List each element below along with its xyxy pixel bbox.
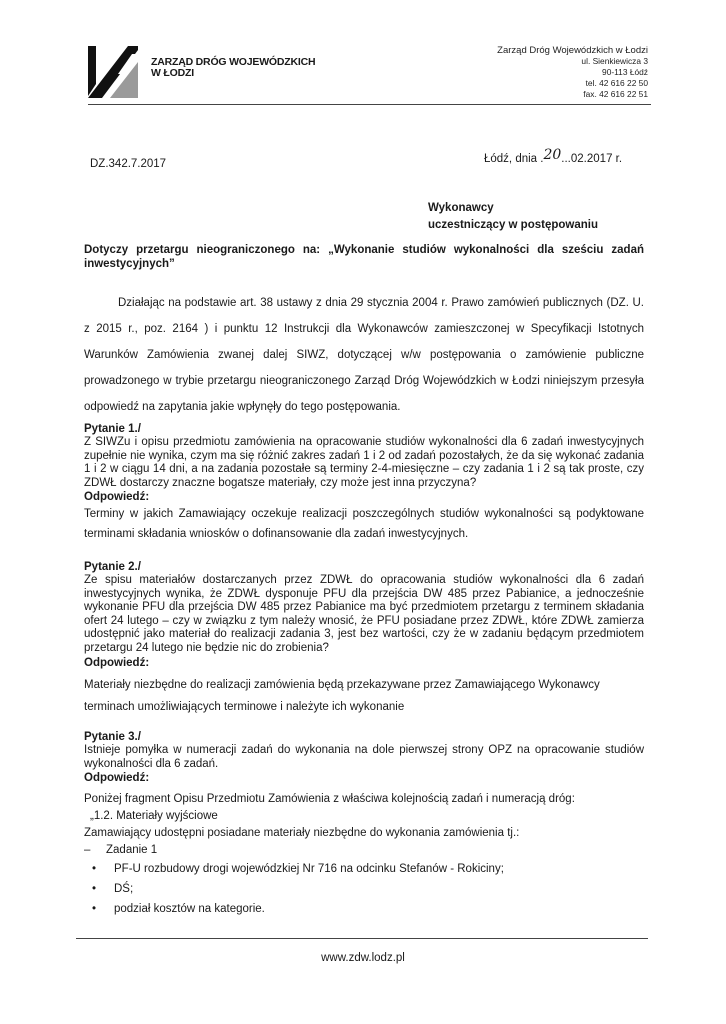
qa-block-3 [84, 730, 644, 809]
date-dots: ... [561, 153, 571, 165]
qa-block-1 [84, 422, 644, 544]
subject [84, 243, 644, 271]
date-rest: 02.2017 r. [570, 153, 623, 165]
header-divider [88, 104, 651, 105]
org-address [497, 45, 648, 100]
answer-label: Odpowiedź: [84, 656, 150, 669]
bullet-icon: • [92, 883, 97, 895]
intro-paragraph: Działając na podstawie art. 38 ustawy z dnia 29 stycznia 2004 r. Prawo zamówień publicznych (DZ. U. z 2015 r., poz. 2164 ) i punktu 12 Instrukcji dla Wykonawców zamieszczonej w Specyfikacji Istotnych Warunków Zamówienia zwanej dalej SIWZ, dotyczącej w/w postępowania o zamówienie publiczne prowadzonego w trybie przetargu nieograniczonego Zarząd Dróg Wojewódzkich w Łodzi niniejszym przesyła odpowiedź na zapytania jakie wpłynęły do tego postępowania. [84, 297, 644, 413]
opz-items [92, 859, 644, 919]
footer-website: www.zdw.lodz.pl [321, 952, 405, 964]
answer-text: Terminy w jakich Zamawiający oczekuje realizacji poszczególnych studiów wykonalności są podyktowane terminami składania wniosków o dofinansowanie dla zadań inwestycyjnych. [84, 508, 644, 541]
address-line: Zarząd Dróg Wojewódzkich w Łodzi [497, 45, 648, 56]
answer-text: Materiały niezbędne do realizacji zamówienia będą przekazywane przez Zamawiającego Wykonawcy terminach umożliwiających terminowe i należyte ich wykonanie [84, 678, 600, 713]
question-label: Pytanie 1./ [84, 423, 141, 435]
opz-task-label: Zadanie 1 [106, 844, 158, 856]
answer-label: Odpowiedź: [84, 772, 150, 785]
list-item [92, 859, 644, 879]
opz-section-title: „1.2. Materiały wyjściowe [90, 810, 218, 822]
qa-block-2 [84, 560, 644, 718]
address-line: tel. 42 616 22 50 [585, 78, 648, 88]
date-prefix: Łódź, dnia [484, 153, 538, 165]
bullet-icon: • [92, 863, 97, 875]
org-name [151, 57, 315, 79]
answer-label: Odpowiedź: [84, 491, 150, 504]
reference-number: DZ.342.7.2017 [90, 158, 167, 170]
recipient-line2: uczestniczący w postępowaniu [428, 219, 598, 231]
list-item [92, 879, 644, 899]
footer-divider [76, 938, 648, 939]
address-line: ul. Sienkiewicza 3 [581, 56, 648, 66]
org-name-line2: W ŁODZI [151, 67, 194, 79]
list-item [92, 899, 644, 919]
question-text: Istnieje pomyłka w numeracji zadań do wykonania na dole pierwszej strony OPZ na opracowanie studiów wykonalności dla 6 zadań. [84, 744, 644, 770]
answer-text: Poniżej fragment Opisu Przedmiotu Zamówienia z właściwa kolejnością zadań i numeracją dróg: [84, 793, 575, 806]
opz-lead: Zamawiający udostępni posiadane materiały niezbędne do wykonania zamówienia tj.: [84, 827, 520, 839]
question-text: Z SIWZu i opisu przedmiotu zamówienia na opracowanie studiów wykonalności dla 6 zadań inwestycyjnych zupełnie nie wynika, czym ma się różnić zakres zadań 1 i 2 od zadań pozostałych, że da się wykonać zadania 1 i 2 w ciągu 14 dni, a na zadania pozostałe są terminy 2-4-miesięczne – czy zadania 1 i 2 są tak proste, czy ZDWŁ dostarczy znaczne bogatsze materiały, czy może jest inna przyczyna? [84, 436, 644, 489]
recipient-line1: Wykonawcy [428, 202, 494, 214]
question-text: Ze spisu materiałów dostarczanych przez ZDWŁ do opracowania studiów wykonalności dla 6 zadań inwestycyjnych wynika, że ZDWŁ dysponuje PFU dla przejścia DW 485 przez Pabianice, a jednocześnie wykonanie PFU dla przejścia DW 485 przez Pabianice ma być przedmiotem przetargu z terminem składania ofert 24 lutego – czy w związku z tym należy wnosić, że PFU posiadane przez ZDWŁ, które ZDWŁ zamierza udostępnić jako materiał do realizacji zadania 3, jest bez wartości, czy że w zadaniu będącym przedmiotem przetargu 24 lutego nie będzie nic do zrobienia? [84, 574, 644, 654]
list-item-text: podział kosztów na kategorie. [114, 903, 265, 915]
letter-date [484, 147, 623, 166]
subject-line2: inwestycyjnych” [84, 258, 175, 270]
bullet-icon: • [92, 903, 97, 915]
dash-bullet: – [84, 844, 91, 856]
date-day-handwritten: 20 [543, 147, 562, 163]
address-line: 90-113 Łódź [602, 67, 648, 77]
recipient [428, 200, 598, 234]
opz-task [84, 842, 644, 859]
subject-line1: Dotyczy przetargu nieograniczonego na: „Wykonanie studiów wykonalności dla sześciu zadań [84, 244, 644, 256]
zdw-logo [88, 44, 138, 98]
opz-fragment [84, 808, 644, 919]
org-name-line1: ZARZĄD DRÓG WOJEWÓDZKICH [151, 56, 316, 68]
question-label: Pytanie 3./ [84, 731, 141, 743]
list-item-text: DŚ; [114, 883, 134, 895]
date-dots: . [537, 153, 544, 165]
address-line: fax. 42 616 22 51 [583, 89, 648, 99]
list-item-text: PF-U rozbudowy drogi wojewódzkiej Nr 716 na odcinku Stefanów - Rokiciny; [114, 863, 504, 875]
question-label: Pytanie 2./ [84, 561, 141, 573]
